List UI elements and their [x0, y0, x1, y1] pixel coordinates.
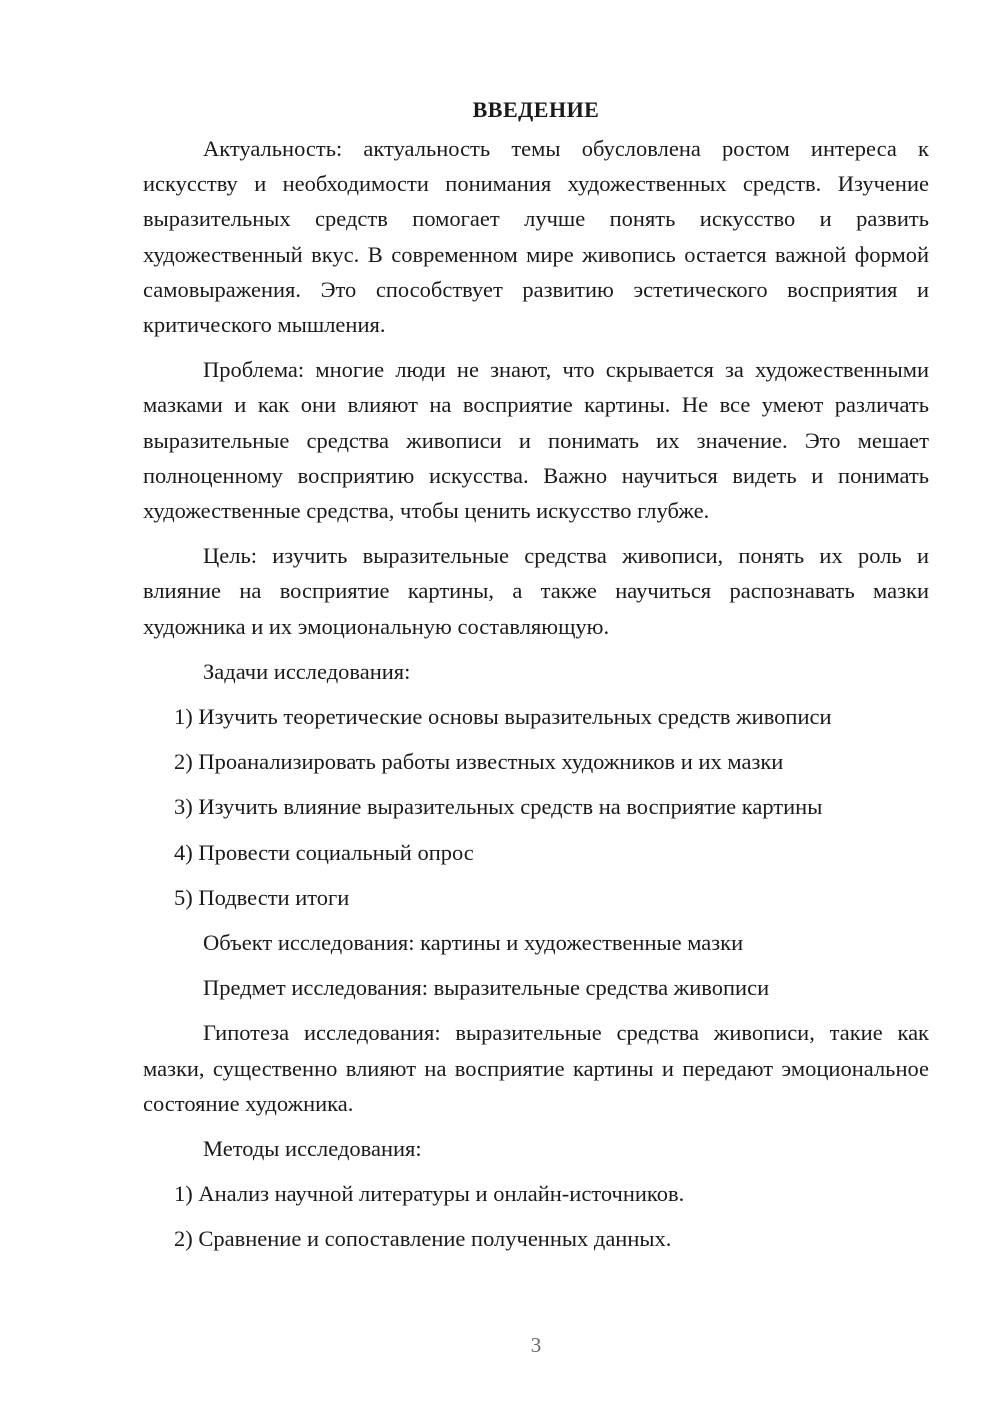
list-item: 3) Изучить влияние выразительных средств на восприятие картины [174, 794, 823, 820]
list-item: 2) Сравнение и сопоставление полученных данных. [174, 1226, 672, 1252]
list-item: 1) Анализ научной литературы и онлайн-источников. [174, 1181, 685, 1207]
tasks-list [143, 699, 929, 915]
list-item: 1) Изучить теоретические основы выразительных средств живописи [174, 704, 832, 730]
methods-list [143, 1176, 929, 1256]
list-item: 5) Подвести итоги [174, 884, 350, 910]
paragraph-problem: Проблема: многие люди не знают, что скрывается за художественными мазками и как они влияют на восприятие картины. Не все умеют различать выразительные средства живописи и понимать их значение. Это мешает полноценному восприятию искусства. Важно научиться видеть и понимать художественные средства, чтобы ценить искусство глубже. [143, 357, 929, 524]
methods-heading: Методы исследования: [203, 1136, 422, 1162]
research-subject: Предмет исследования: выразительные средства живописи [203, 975, 770, 1001]
list-item: 2) Проанализировать работы известных художников и их мазки [174, 749, 784, 775]
paragraph-relevance: Актуальность: актуальность темы обусловлена ростом интереса к искусству и необходимости понимания художественных средств. Изучение выразительных средств помогает лучше понять искусство и развить художественный вкус. В современном мире живопись остается важной формой самовыражения. Это способствует развитию эстетического восприятия и критического мышления. [143, 136, 929, 338]
list-item: 4) Провести социальный опрос [174, 839, 474, 865]
paragraph-goal: Цель: изучить выразительные средства живописи, понять их роль и влияние на восприятие картины, а также научиться распознавать мазки художника и их эмоциональную составляющую. [143, 543, 929, 639]
research-object: Объект исследования: картины и художественные мазки [203, 930, 744, 956]
tasks-heading: Задачи исследования: [203, 658, 411, 684]
document-page [143, 96, 929, 1267]
page-number: 3 [530, 1333, 542, 1357]
section-title: ВВЕДЕНИЕ [472, 97, 600, 122]
paragraph-hypothesis: Гипотеза исследования: выразительные средства живописи, такие как мазки, существенно влияют на восприятие картины и передают эмоциональное состояние художника. [143, 1020, 929, 1116]
